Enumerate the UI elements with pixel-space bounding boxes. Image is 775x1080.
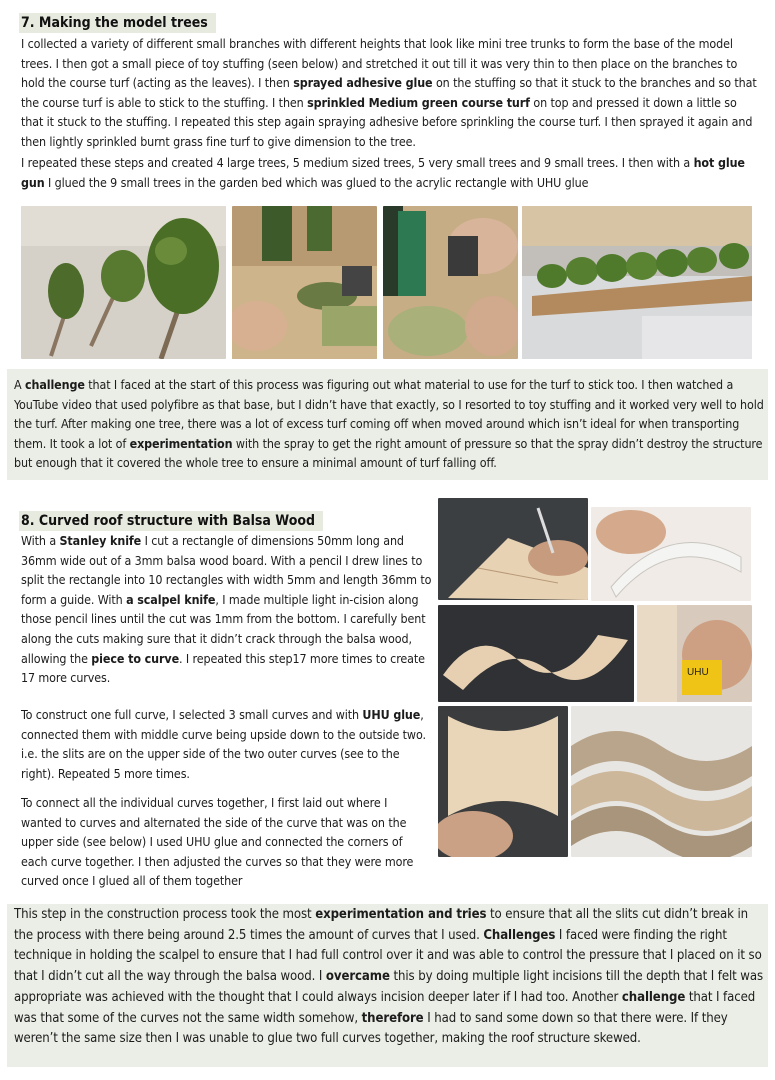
roof-paragraph-full-curve: To construct one full curve, I selected 3 small curves and with UHU glue, connected them with middle curve being upside down to the outside two. i.e. the slits are on the upper side of the two outer curves (see to the right). Repeated 5 more times.	[21, 707, 426, 781]
roof-paragraph-cutting: With a Stanley knife I cut a rectangle of dimensions 50mm long and 36mm wide out of a 3mm balsa wood board. With a pencil I drew lines to split the rectangle into 10 rectangles with width 5mm and length 36mm to form a guide. With a scalpel knife, I made multiple light in-cision along those pencil lines until the cut was 1mm from the bottom. I carefully bent along the cuts making sure that it didn’t crack through the balsa wood, allowing the piece to curve. I repeated this step17 more times to create 17 more curves.	[21, 533, 432, 686]
photo-trees-on-acrylic-base	[522, 206, 752, 359]
photo-scoring-balsa	[438, 498, 588, 600]
trees-challenge-text: A challenge that I faced at the start of this process was figuring out what material to use for the turf to stick too. I then watched a YouTube video that used polyfibre as that base, but I didn’t have that exactly, so I resorted to toy stuffing and it worked very well to hold the turf. After making one tree, there was a lot of excess turf coming off when moved around which isn’t ideal for when transporting them. It took a lot of experimentation with the spray to get the right amount of pressure so that the spray didn’t destroy the structure but enough that it covered the whole tree to ensure a minimal amount of turf falling off.	[14, 377, 764, 471]
roof-summary-box	[7, 904, 768, 1067]
photo-gluing-curves	[438, 706, 568, 857]
section-heading-trees: 7. Making the model trees	[19, 13, 216, 33]
photo-finished-trees	[21, 206, 226, 359]
photo-uhu-glue	[637, 605, 752, 702]
photo-trees-in-tray	[232, 206, 377, 359]
roof-summary-text: This step in the construction process took the most experimentation and tries to ensure that all the slits cut didn’t break in the process with there being around 2.5 times the amount of curves that I used. Challenges I faced were finding the right technique in holding the scalpel to ensure that I had full control over it and was able to control the pressure that I placed on it so that I didn’t cut all the way through the balsa wood. I overcame this by doing multiple light incisions till the depth that I felt was appropriate was achieved with the thought that I could always incision deeper later if I had too. Another challenge that I faced was that some of the curves not the same width somehow, therefore I had to sand some down so that there were. If they weren’t the same size then I was unable to glue two full curves together, making the roof structure skewed.	[14, 907, 763, 1047]
photo-curved-strip	[591, 507, 751, 601]
photo-spraying-adhesive	[383, 206, 518, 359]
section-heading-roof: 8. Curved roof structure with Balsa Wood	[19, 511, 323, 531]
photo-wave-curve	[438, 605, 634, 702]
trees-paragraph-method: I collected a variety of different small branches with different heights that look like mini tree trunks to form the base of the model trees. I then got a small piece of toy stuffing (seen below) and stretched it out till it was very thin to then place on the branches to hold the course turf (acting as the leaves). I then sprayed adhesive glue on the stuffing so that it stuck to the branches and so that the course turf is able to stick to the stuffing. I then sprinkled Medium green course turf on top and pressed it down a little so that it stuck to the stuffing. I repeated this step again spraying adhesive before sprinkling the course turf. I then sprayed it again and then lightly sprinkled burnt grass fine turf to give dimension to the tree.	[21, 36, 757, 149]
roof-paragraph-connect: To connect all the individual curves together, I first laid out where I wanted to curves and alternated the side of the curve that was on the upper side (see below) I used UHU glue and connected the corners of each curve together. I then adjusted the curves so that they were more curved once I glued all of them together	[21, 795, 414, 889]
trees-challenge-box	[7, 369, 768, 480]
trees-paragraph-summary: I repeated these steps and created 4 large trees, 5 medium sized trees, 5 very small trees and 9 small trees. I then with a hot glue gun I glued the 9 small trees in the garden bed which was glued to the acrylic rectangle with UHU glue	[21, 155, 745, 190]
svg-text:UHU: UHU	[687, 667, 709, 678]
photo-roof-structure	[571, 706, 752, 857]
